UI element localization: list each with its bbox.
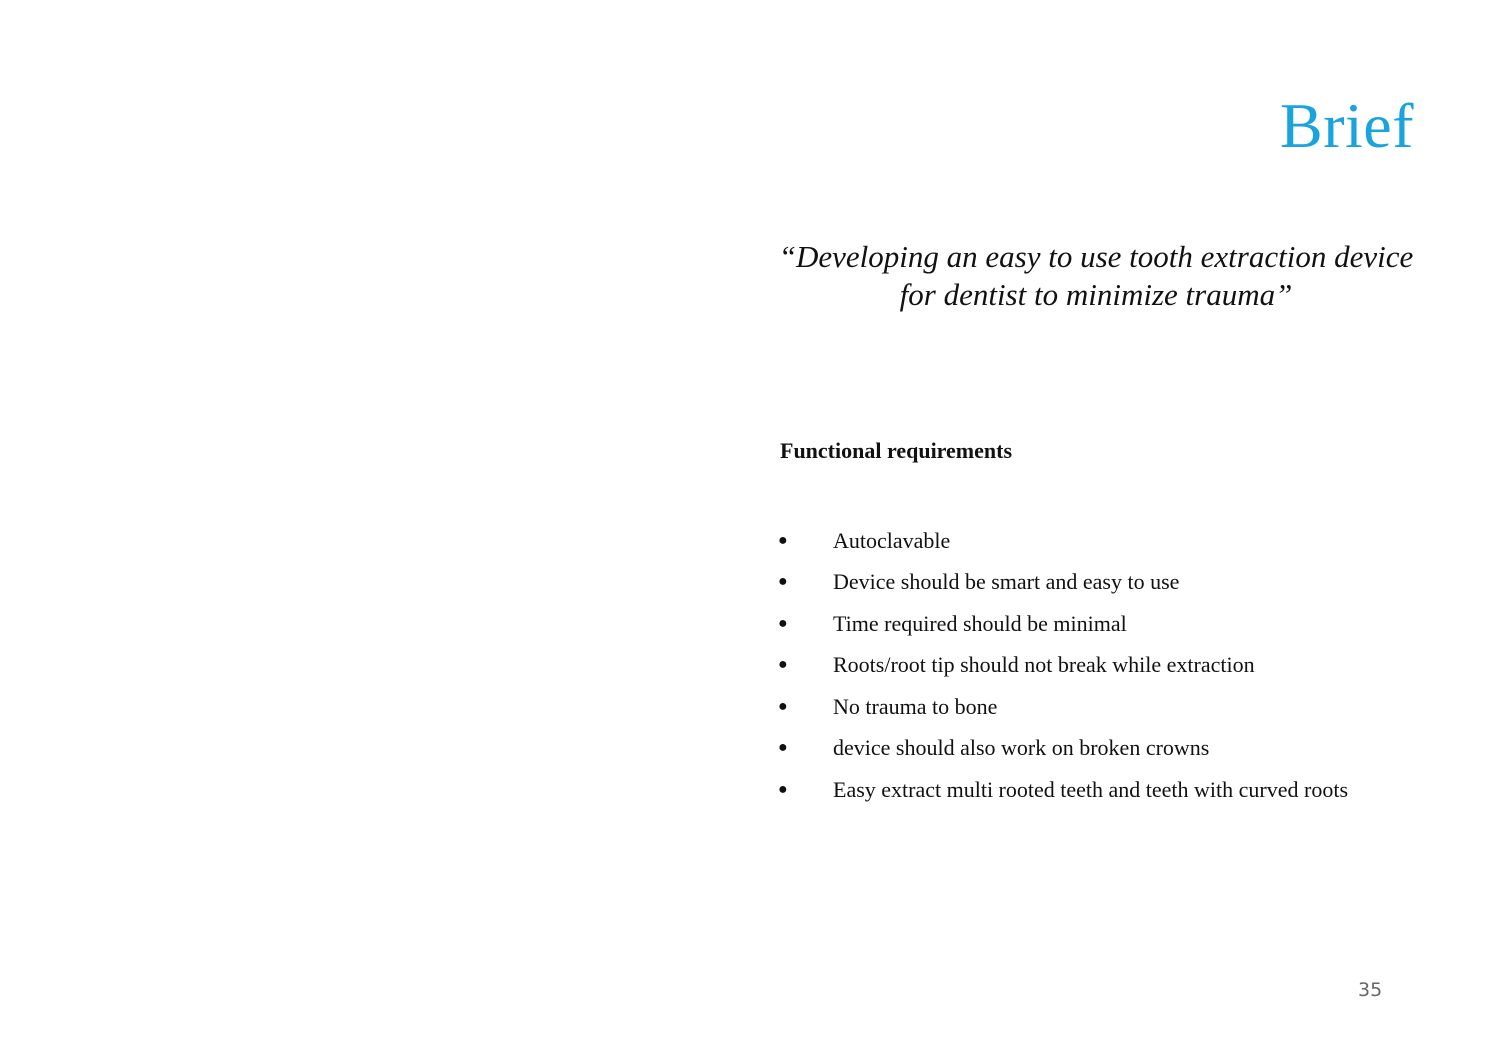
list-item — [778, 603, 1348, 645]
bullet-icon: ● — [778, 573, 788, 591]
list-item — [778, 728, 1348, 770]
list-item-text: Easy extract multi rooted teeth and teeth with curved roots — [833, 776, 1349, 802]
list-item — [778, 769, 1348, 811]
list-item-text: Autoclavable — [833, 527, 951, 553]
bullet-icon: ● — [778, 656, 788, 674]
list-item — [778, 686, 1348, 728]
bullet-icon: ● — [778, 780, 788, 798]
list-item — [778, 562, 1348, 604]
list-item-text: No trauma to bone — [833, 693, 998, 719]
brief-quote-line-1: “Developing an easy to use tooth extraction device — [778, 239, 1414, 274]
page-number: 35 — [1358, 979, 1383, 1001]
list-item-text: Roots/root tip should not break while extraction — [833, 652, 1255, 678]
functional-requirements-list — [778, 520, 1348, 811]
list-item-text: device should also work on broken crowns — [833, 735, 1210, 761]
list-item-text: Time required should be minimal — [833, 610, 1127, 636]
brief-quote-line-2: for dentist to minimize trauma” — [899, 277, 1293, 312]
bullet-icon: ● — [778, 531, 788, 549]
brief-quote — [766, 238, 1426, 314]
page-title: Brief — [1280, 90, 1414, 161]
bullet-icon: ● — [778, 697, 788, 715]
list-item — [778, 520, 1348, 562]
bullet-icon: ● — [778, 614, 788, 632]
list-item — [778, 645, 1348, 687]
list-item-text: Device should be smart and easy to use — [833, 569, 1180, 595]
bullet-icon: ● — [778, 739, 788, 757]
functional-requirements-heading: Functional requirements — [780, 438, 1013, 463]
